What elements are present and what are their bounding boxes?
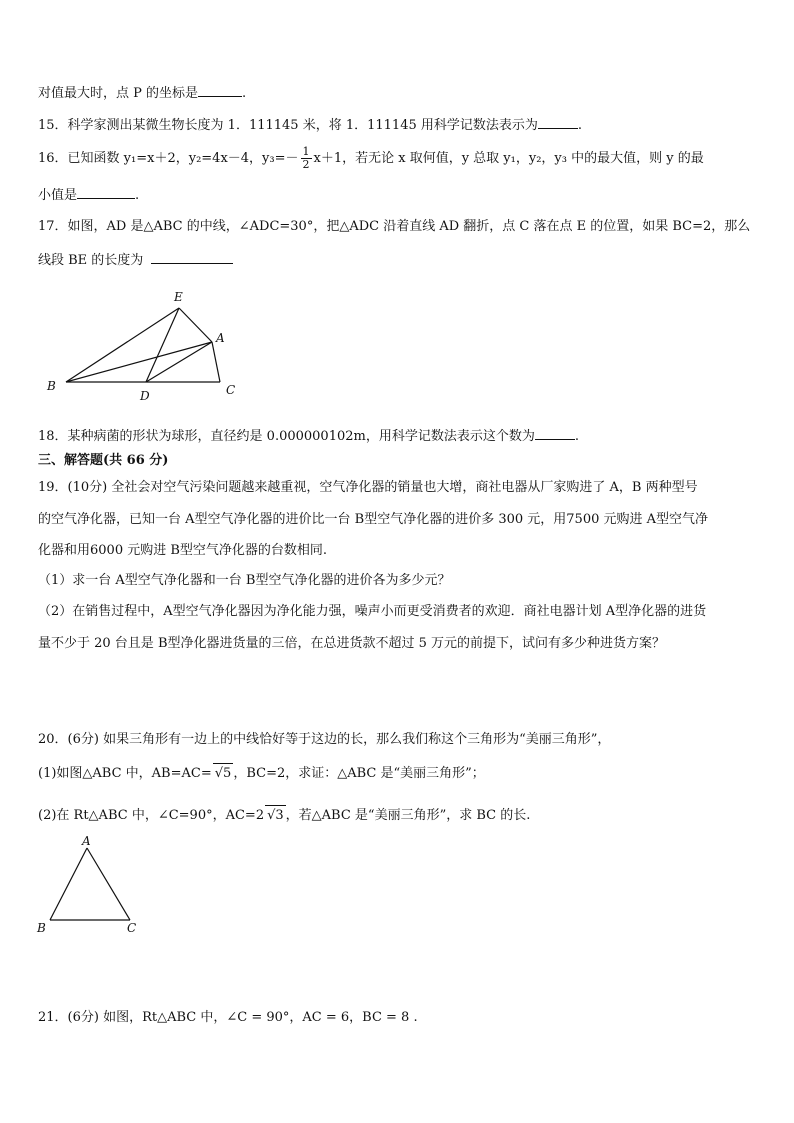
question-19-part2: （2）在销售过程中，A型空气净化器因为净化能力强，噪声小而更受消费者的欢迎．商社电器计划 A型净化器的进货 <box>38 604 707 619</box>
question-17: 17．如图，AD 是△ABC 的中线，∠ADC=30°，把△ADC 沿着直线 AD 翻折，点 C 落在点 E 的位置，如果 BC=2，那么 <box>38 219 751 234</box>
question-21: 21．(6分) 如图，Rt△ABC 中，∠C = 90°，AC = 6，BC = 8 . <box>38 1010 418 1025</box>
figure-17-triangle <box>40 286 250 404</box>
question-14-tail: 对值最大时，点 P 的坐标是 . <box>38 82 246 104</box>
answer-blank[interactable] <box>198 82 242 97</box>
question-20-part2: (2)在 Rt△ABC 中，∠C=90°，AC=2 √3 ，若△ABC 是“美丽三角形”，求 BC 的长. <box>38 805 530 826</box>
question-19-part1: （1）求一台 A型空气净化器和一台 B型空气净化器的进价各为多少元？ <box>38 573 451 588</box>
segment-BA <box>66 342 212 382</box>
question-19: 19．(10分) 全社会对空气污染问题越来越重视，空气净化器的销量也大增，商社电器从厂家购进了 A，B 两种型号 <box>38 480 698 495</box>
question-16-line2: 小值是 . <box>38 184 139 206</box>
label-B: B <box>37 921 46 935</box>
question-20: 20．(6分) 如果三角形有一边上的中线恰好等于这边的长，那么我们称这个三角形为“美丽三角形”， <box>38 732 611 747</box>
question-19-part2-line2: 量不少于 20 台且是 B型净化器进货量的三倍，在总进货款不超过 5 万元的前提下，试问有多少种进货方案？ <box>38 636 666 651</box>
sqrt-symbol: √5 <box>213 763 234 784</box>
question-18: 18．某种病菌的形状为球形，直径约是 0.000000102m，用科学记数法表示这个数为 . <box>38 425 579 447</box>
label-C: C <box>226 383 236 397</box>
question-16: 16．已知函数 y₁=x＋2，y₂=4x－4，y₃=－ $\frac{1}{2}$ x＋1，若无论 x 取何值，y 总取 y₁，y₂，y₃ 中的最大值，则 y 的最 <box>38 145 704 171</box>
section-heading: 三、解答题(共 66 分) <box>38 453 169 468</box>
segment-AC <box>87 848 130 920</box>
fraction: $\frac{1}{2}$ <box>302 145 310 171</box>
question-15: 15．科学家测出某微生物长度为 1．111145 米，将 1．111145 用科学记数法表示为 . <box>38 114 582 136</box>
segment-AD <box>146 342 212 382</box>
sqrt-symbol: √3 <box>265 805 286 826</box>
label-D: D <box>140 389 150 403</box>
segment-AC <box>212 342 220 382</box>
question-19-line2: 的空气净化器，已知一台 A型空气净化器的进价比一台 B型空气净化器的进价多 300 元，用7500 元购进 A型空气净 <box>38 512 709 527</box>
answer-blank[interactable] <box>77 184 135 199</box>
answer-blank[interactable] <box>535 425 575 440</box>
label-C: C <box>127 921 137 935</box>
segment-AB <box>50 848 87 920</box>
answer-blank[interactable] <box>538 114 578 129</box>
answer-blank[interactable] <box>151 249 233 264</box>
question-17-line2: 线段 BE 的长度为 <box>38 249 233 271</box>
segment-EA <box>179 308 212 342</box>
label-B: B <box>47 379 56 393</box>
label-E: E <box>174 290 183 304</box>
figure-20-triangle <box>32 834 152 938</box>
label-A: A <box>82 834 91 848</box>
label-A: A <box>216 331 225 345</box>
question-19-line3: 化器和用6000 元购进 B型空气净化器的台数相同. <box>38 543 328 558</box>
question-20-part1: (1)如图△ABC 中，AB=AC= √5 ，BC=2，求证：△ABC 是“美丽三角形”； <box>38 763 485 784</box>
